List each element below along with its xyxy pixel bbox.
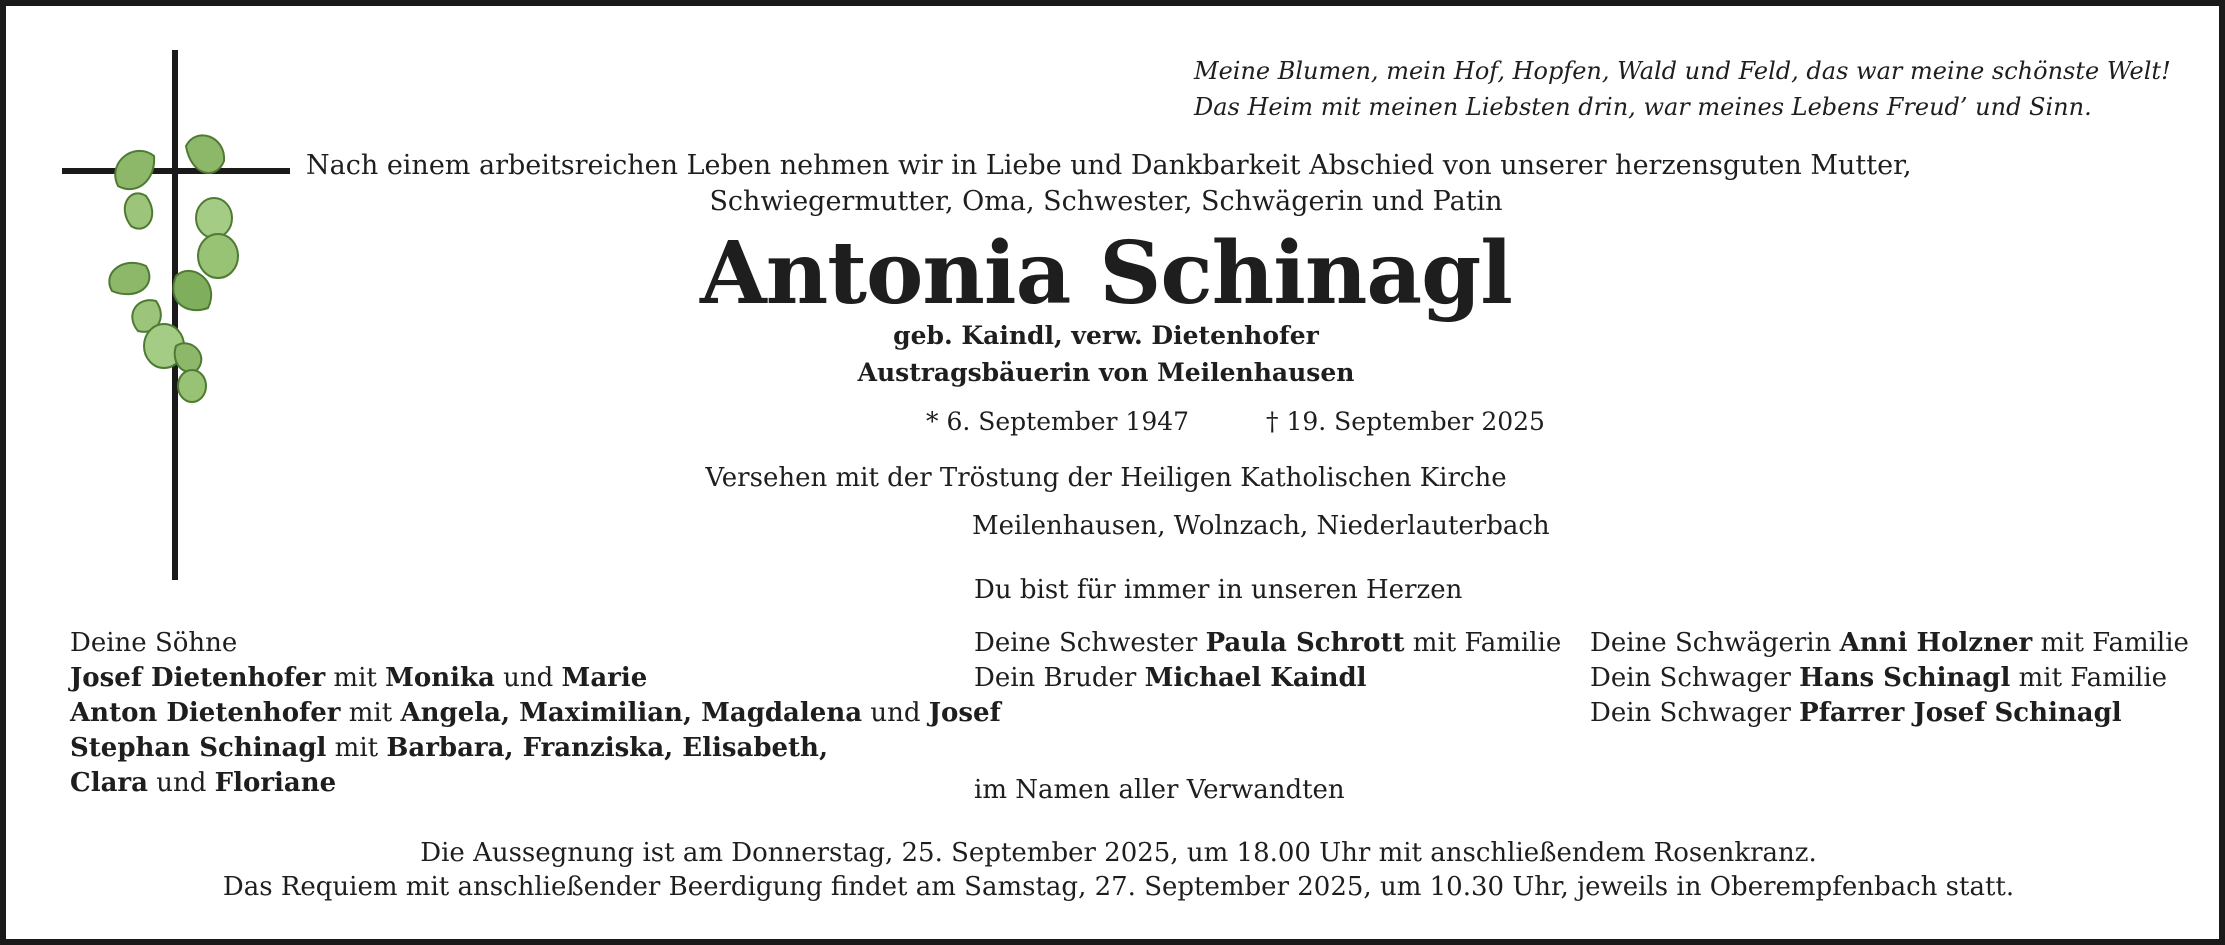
mourner-line: Dein Schwager Hans Schinagl mit Familie (1590, 663, 2168, 693)
mourner-line: Clara und Floriane (70, 768, 337, 798)
intro-line-1: Nach einem arbeitsreichen Leben nehmen wir in Liebe und Dankbarkeit Abschied von unserer herzensguten Mutter, (306, 150, 1912, 181)
mourner-line: Josef Dietenhofer mit Monika und Marie (70, 663, 648, 693)
cross-with-hops-icon (46, 46, 306, 586)
behalf-line: im Namen aller Verwandten (974, 775, 1345, 805)
mourner-line: Deine Schwägerin Anni Holzner mit Familie (1590, 628, 2189, 658)
intro-text (306, 148, 1912, 220)
death-date: † 19. September 2025 (1266, 407, 1545, 436)
maiden-name: geb. Kaindl, verw. Dietenhofer (893, 321, 1319, 350)
mourners-right (1590, 626, 2189, 731)
service-line-1: Die Aussegnung ist am Donnerstag, 25. September 2025, um 18.00 Uhr mit anschließendem Rosenkranz. (420, 838, 1817, 868)
mourners-left (70, 626, 1001, 801)
motto (1194, 53, 2171, 125)
intro-line-2: Schwiegermutter, Oma, Schwester, Schwägerin und Patin (709, 186, 1503, 217)
mourner-line: Stephan Schinagl mit Barbara, Franziska, Elisabeth, (70, 733, 829, 763)
mourners-middle (974, 626, 1561, 696)
heart-line: Du bist für immer in unseren Herzen (974, 575, 1463, 605)
mourner-line: Anton Dietenhofer mit Angela, Maximilian, Magdalena und Josef (70, 698, 1001, 728)
service-line-2: Das Requiem mit anschließender Beerdigung findet am Samstag, 27. September 2025, um 10.30 Uhr, jeweils in Oberempfenbach statt. (222, 872, 2015, 902)
motto-line-1: Meine Blumen, mein Hof, Hopfen, Wald und Feld, das war meine schönste Welt! (1194, 57, 2171, 85)
places-line: Meilenhausen, Wolnzach, Niederlauterbach (972, 511, 1550, 541)
motto-line-2: Das Heim mit meinen Liebsten drin, war meines Lebens Freud’ und Sinn. (1194, 93, 2092, 121)
occupation: Austragsbäuerin von Meilenhausen (857, 358, 1355, 387)
mourners-heading: Deine Söhne (70, 628, 238, 658)
mourner-line: Deine Schwester Paula Schrott mit Familie (974, 628, 1562, 658)
mourner-line: Dein Bruder Michael Kaindl (974, 663, 1367, 693)
birth-date: * 6. September 1947 (926, 407, 1190, 436)
deceased-name: Antonia Schinagl (700, 223, 1512, 324)
mourner-line: Dein Schwager Pfarrer Josef Schinagl (1590, 698, 2122, 728)
sacrament-line: Versehen mit der Tröstung der Heiligen Katholischen Kirche (705, 463, 1507, 493)
service-details (106, 836, 2131, 904)
